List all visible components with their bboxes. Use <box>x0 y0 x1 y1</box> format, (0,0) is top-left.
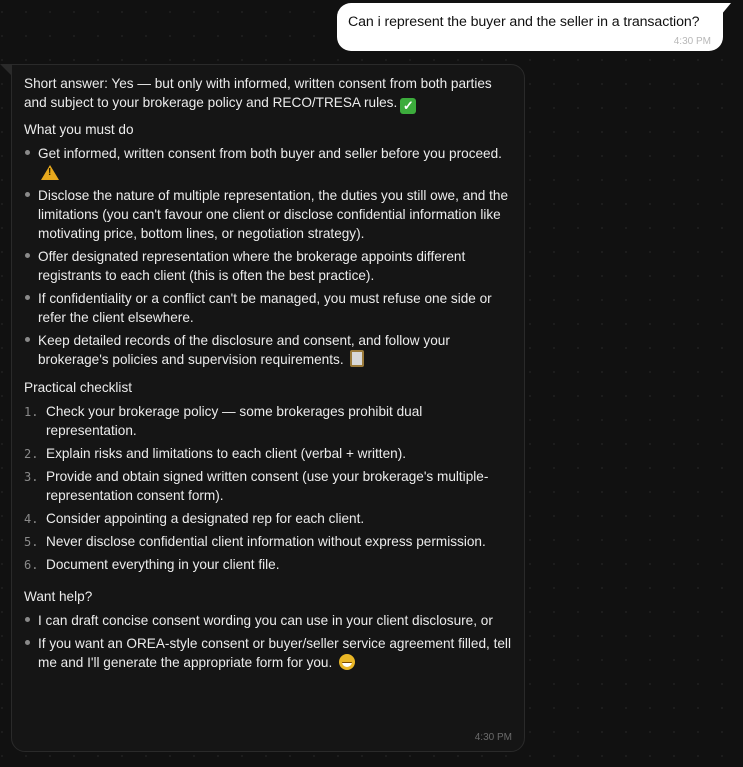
bullet-icon <box>25 150 30 155</box>
list-item-text: Offer designated representation where the brokerage appoints different registrants to each client (this is often the best practice). <box>38 249 466 283</box>
checklist-item <box>24 509 512 528</box>
bullet-icon <box>25 337 30 342</box>
checklist-item-text: Consider appointing a designated rep for each client. <box>46 511 365 526</box>
assistant-message-bubble <box>11 64 525 752</box>
section-heading-must-do: What you must do <box>24 122 134 137</box>
checklist-item <box>24 444 512 463</box>
bullet-icon <box>25 192 30 197</box>
checklist-item <box>24 555 512 574</box>
bullet-icon <box>25 253 30 258</box>
warning-icon: ! <box>41 165 59 180</box>
bullet-icon <box>25 617 30 622</box>
checklist-item <box>24 532 512 551</box>
checklist-item-text: Document everything in your client file. <box>46 557 280 572</box>
bullet-icon <box>25 640 30 645</box>
item-number: 3. <box>24 470 39 484</box>
user-message-bubble <box>337 3 723 51</box>
checklist-item-text: Explain risks and limitations to each client (verbal + written). <box>46 446 407 461</box>
user-message-text: Can i represent the buyer and the seller in a transaction? <box>348 14 700 30</box>
item-number: 6. <box>24 558 39 572</box>
list-item-text: Disclose the nature of multiple representation, the duties you still owe, and the limitations (you can't favour one client or disclose confidential information like motivating price, bottom lines, or negotiation strategy). <box>38 188 509 241</box>
section-heading-checklist: Practical checklist <box>24 380 133 395</box>
checklist-item <box>24 467 512 505</box>
user-message-timestamp: 4:30 PM <box>673 36 711 47</box>
list-item-text: If you want an OREA-style consent or buyer/seller service agreement filled, tell me and I'll generate the appropriate form for you. <box>38 636 511 670</box>
intro-text: Short answer: Yes — but only with informed, written consent from both parties and subject to your brokerage policy and RECO/TRESA rules. <box>24 76 492 110</box>
list-item <box>24 634 512 672</box>
list-item-text: Keep detailed records of the disclosure and consent, and follow your brokerage's policies and supervision requirements. <box>38 333 450 367</box>
list-item <box>24 611 512 630</box>
assistant-message-timestamp: 4:30 PM <box>474 732 512 743</box>
clipboard-icon <box>350 350 364 367</box>
checklist-item-text: Never disclose confidential client information without express permission. <box>46 534 486 549</box>
item-number: 1. <box>24 405 39 419</box>
list-item <box>24 289 512 327</box>
list-item-text: Get informed, written consent from both buyer and seller before you proceed. <box>38 146 502 161</box>
intro-paragraph <box>24 74 512 114</box>
item-number: 2. <box>24 447 39 461</box>
list-item-text: I can draft concise consent wording you can use in your client disclosure, or <box>38 613 493 628</box>
want-help-list <box>24 611 512 672</box>
checklist-item-text: Provide and obtain signed written consent (use your brokerage's multiple-representation consent form). <box>46 469 489 503</box>
checklist-item <box>24 402 512 440</box>
check-mark-icon: ✓ <box>400 98 416 114</box>
section-heading-want-help: Want help? <box>24 589 93 604</box>
list-item <box>24 186 512 243</box>
list-item <box>24 144 512 182</box>
must-do-list <box>24 144 512 369</box>
smiling-face-icon <box>339 654 355 670</box>
bullet-icon <box>25 295 30 300</box>
item-number: 4. <box>24 512 39 526</box>
list-item <box>24 331 512 369</box>
item-number: 5. <box>24 535 39 549</box>
practical-checklist <box>24 402 512 574</box>
list-item-text: If confidentiality or a conflict can't be managed, you must refuse one side or refer the client elsewhere. <box>38 291 492 325</box>
list-item <box>24 247 512 285</box>
checklist-item-text: Check your brokerage policy — some brokerages prohibit dual representation. <box>46 404 423 438</box>
